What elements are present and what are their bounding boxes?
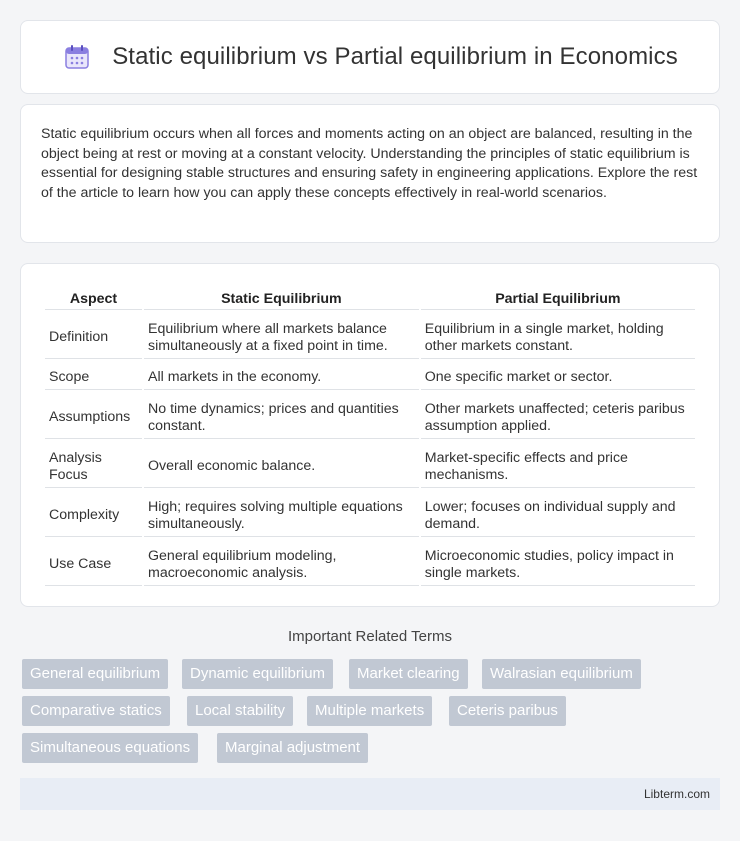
- row-partial: One specific market or sector.: [421, 361, 695, 390]
- related-terms-heading: Important Related Terms: [288, 628, 452, 645]
- tag-local-stability[interactable]: Local stability: [187, 696, 293, 726]
- row-aspect: Use Case: [45, 539, 142, 586]
- row-aspect: Scope: [45, 361, 142, 390]
- tag-general-equilibrium[interactable]: General equilibrium: [22, 659, 168, 689]
- tag-comparative-statics[interactable]: Comparative statics: [22, 696, 170, 726]
- row-aspect: Analysis Focus: [45, 441, 142, 488]
- tag-walrasian-equilibrium[interactable]: Walrasian equilibrium: [482, 659, 641, 689]
- table-row: [45, 539, 695, 586]
- intro-text: Static equilibrium occurs when all forces and moments acting on an object are balanced, resulting in the object being at rest or moving at a constant velocity. Understanding the principles of static equilibrium is essential for designing stable structures and ensuring safety in engineering applications. Explore the rest of the article to learn how you can apply these concepts effectively in real-world scenarios.: [41, 126, 698, 201]
- tag-ceteris-paribus[interactable]: Ceteris paribus: [449, 696, 566, 726]
- row-partial: Lower; focuses on individual supply and demand.: [421, 490, 695, 537]
- row-partial: Other markets unaffected; ceteris paribus assumption applied.: [421, 392, 695, 439]
- table-row: [45, 312, 695, 359]
- row-partial: Microeconomic studies, policy impact in single markets.: [421, 539, 695, 586]
- page-title: Static equilibrium vs Partial equilibrium in Economics: [112, 43, 678, 70]
- tag-simultaneous-equations[interactable]: Simultaneous equations: [22, 733, 198, 763]
- row-static: No time dynamics; prices and quantities constant.: [144, 392, 419, 439]
- intro-card: [20, 104, 720, 243]
- table-header-row: [45, 284, 695, 310]
- header-partial: Partial Equilibrium: [421, 284, 695, 310]
- footer: [20, 778, 720, 810]
- tag-multiple-markets[interactable]: Multiple markets: [307, 696, 432, 726]
- row-static: General equilibrium modeling, macroeconomic analysis.: [144, 539, 419, 586]
- footer-brand-link[interactable]: Libterm.com: [643, 787, 710, 801]
- header-aspect: Aspect: [45, 284, 142, 310]
- comparison-table-card: [20, 263, 720, 607]
- tag-marginal-adjustment[interactable]: Marginal adjustment: [217, 733, 368, 763]
- row-static: All markets in the economy.: [144, 361, 419, 390]
- tag-dynamic-equilibrium[interactable]: Dynamic equilibrium: [182, 659, 333, 689]
- row-aspect: Definition: [45, 312, 142, 359]
- row-partial: Market-specific effects and price mechanisms.: [421, 441, 695, 488]
- calendar-icon: [62, 42, 92, 72]
- row-aspect: Complexity: [45, 490, 142, 537]
- title-card: [20, 20, 720, 94]
- row-static: Equilibrium where all markets balance simultaneously at a fixed point in time.: [144, 312, 419, 359]
- header-static: Static Equilibrium: [144, 284, 419, 310]
- row-static: High; requires solving multiple equations simultaneously.: [144, 490, 419, 537]
- table-row: [45, 441, 695, 488]
- row-static: Overall economic balance.: [144, 441, 419, 488]
- table-row: [45, 392, 695, 439]
- table-row: [45, 490, 695, 537]
- tag-market-clearing[interactable]: Market clearing: [349, 659, 468, 689]
- row-partial: Equilibrium in a single market, holding other markets constant.: [421, 312, 695, 359]
- table-row: [45, 361, 695, 390]
- row-aspect: Assumptions: [45, 392, 142, 439]
- comparison-table: [43, 282, 697, 588]
